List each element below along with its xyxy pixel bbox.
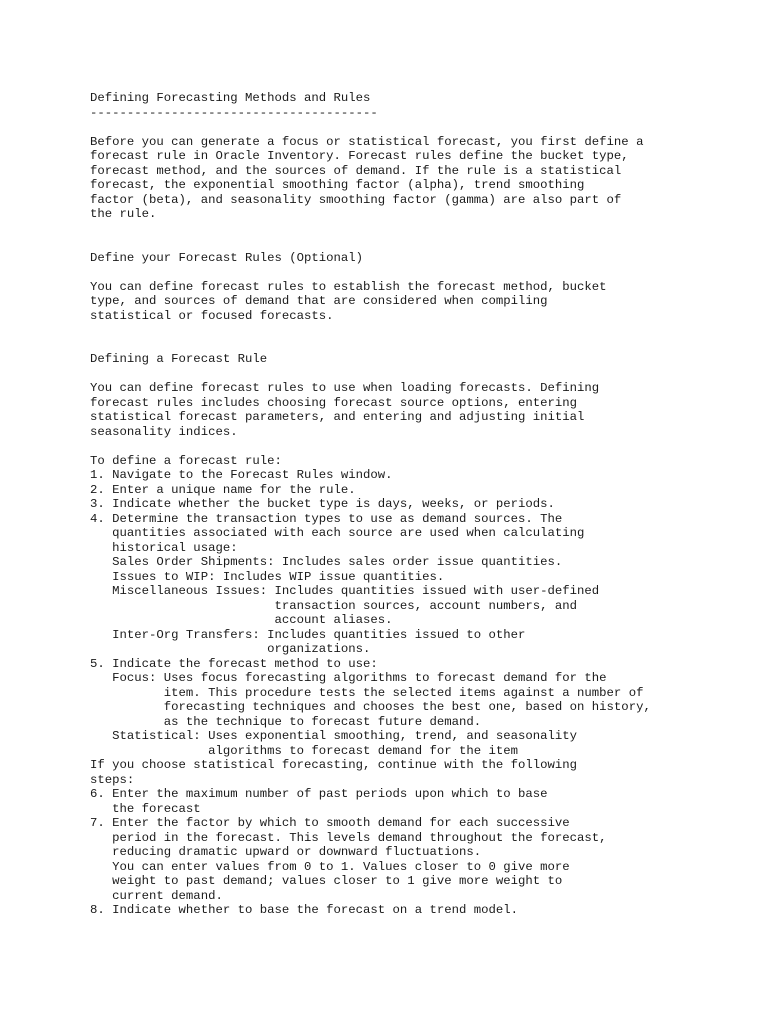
text-line: Defining a Forecast Rule	[90, 352, 268, 366]
text-line: ---------------------------------------	[90, 105, 378, 120]
blank-line	[90, 236, 651, 251]
text-line: If you choose statistical forecasting, continue with the following	[90, 758, 578, 772]
document-body	[90, 91, 651, 918]
text-line: seasonality indices.	[90, 424, 238, 439]
text-line: quantities associated with each source are used when calculating	[90, 526, 585, 540]
text-line: You can define forecast rules to establish the forecast method, bucket	[90, 279, 607, 294]
text-line: forecast rules includes choosing forecast source options, entering	[90, 395, 578, 410]
text-line: Miscellaneous Issues: Includes quantities issued with user-defined	[90, 584, 600, 598]
text-line: forecast, the exponential smoothing factor (alpha), trend smoothing	[90, 178, 585, 192]
text-line: type, and sources of demand that are considered when compiling	[90, 294, 548, 308]
text-line: current demand.	[90, 888, 223, 903]
blank-line	[90, 323, 651, 338]
text-line: forecast rule in Oracle Inventory. Forecast rules define the bucket type,	[90, 149, 629, 163]
text-line: Define your Forecast Rules (Optional)	[90, 250, 364, 265]
text-line: Statistical: Uses exponential smoothing, trend, and seasonality	[90, 729, 578, 743]
text-line: 1. Navigate to the Forecast Rules window.	[90, 468, 393, 482]
text-line: as the technique to forecast future demand.	[90, 714, 482, 729]
text-line: forecast method, and the sources of demand. If the rule is a statistical	[90, 163, 622, 178]
text-line: item. This procedure tests the selected items against a number of	[90, 685, 644, 700]
text-line: You can enter values from 0 to 1. Values closer to 0 give more	[90, 859, 570, 874]
text-line: factor (beta), and seasonality smoothing factor (gamma) are also part of	[90, 192, 622, 207]
text-line: algorithms to forecast demand for the item	[90, 743, 519, 758]
text-line: statistical or focused forecasts.	[90, 308, 334, 323]
text-line: You can define forecast rules to use when loading forecasts. Defining	[90, 381, 600, 395]
text-line: the forecast	[90, 801, 201, 816]
text-line: statistical forecast parameters, and entering and adjusting initial	[90, 410, 585, 424]
text-line: weight to past demand; values closer to 1 give more weight to	[90, 874, 563, 888]
text-line: historical usage:	[90, 540, 238, 555]
text-line: Inter-Org Transfers: Includes quantities issued to other	[90, 627, 526, 642]
text-line: 2. Enter a unique name for the rule.	[90, 482, 356, 497]
text-line: 6. Enter the maximum number of past periods upon which to base	[90, 787, 548, 801]
blank-line	[90, 222, 651, 237]
blank-line	[90, 265, 651, 280]
text-line: steps:	[90, 772, 135, 787]
blank-line	[90, 338, 651, 353]
text-line: forecasting techniques and chooses the best one, based on history,	[90, 700, 651, 714]
text-line: Focus: Uses focus forecasting algorithms to forecast demand for the	[90, 671, 607, 685]
text-line: the rule.	[90, 207, 157, 221]
blank-line	[90, 439, 651, 454]
text-line: 3. Indicate whether the bucket type is days, weeks, or periods.	[90, 497, 555, 511]
text-line: reducing dramatic upward or downward fluctuations.	[90, 845, 482, 859]
text-line: Defining Forecasting Methods and Rules	[90, 91, 371, 105]
text-line: Sales Order Shipments: Includes sales order issue quantities.	[90, 555, 563, 569]
text-line: organizations.	[90, 642, 371, 656]
text-line: 4. Determine the transaction types to use as demand sources. The	[90, 511, 563, 526]
blank-line	[90, 367, 651, 382]
blank-line	[90, 120, 651, 135]
text-line: 5. Indicate the forecast method to use:	[90, 656, 378, 671]
text-line: account aliases.	[90, 613, 393, 627]
text-line: 7. Enter the factor by which to smooth demand for each successive	[90, 816, 570, 830]
text-line: period in the forecast. This levels demand throughout the forecast,	[90, 830, 607, 845]
text-line: Issues to WIP: Includes WIP issue quantities.	[90, 569, 445, 584]
text-line: Before you can generate a focus or statistical forecast, you first define a	[90, 134, 644, 149]
text-line: To define a forecast rule:	[90, 453, 282, 468]
text-line: transaction sources, account numbers, and	[90, 598, 578, 613]
text-line: 8. Indicate whether to base the forecast on a trend model.	[90, 903, 519, 917]
